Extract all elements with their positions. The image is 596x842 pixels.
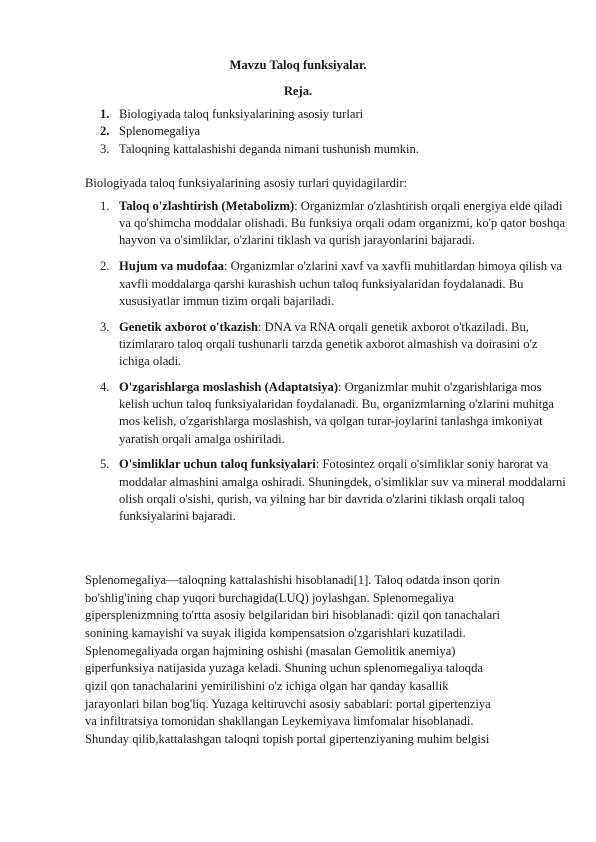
function-description: : Organizmlar muhit o'zgarishlariga mos kelish uchun taloq funksiyalaridan foydalanadi. Bu, organizmlarning o'zlarini muhitga mos kelish, o'zgarishlarga moslashish, va qolgan turar-joylarini tanlashga imkoniyat yaratish orqali amalga oshiriladi. <box>119 379 555 446</box>
function-item <box>100 319 570 371</box>
plan-item-text: Biologiyada taloq funksiyalarining asosiy turlari <box>119 107 364 121</box>
paragraph-line: qizil qon tanachalarini yemirilishini o'z ichiga olgan har qanday kasallik <box>85 678 449 693</box>
function-description: : Organizmlar o'zlashtirish orqali energiya elde qiladi va qo'shimcha moddalar olishadi. Bu funksiya orqali odam organizmi, ko'p qator boshqa hayvon va o'simliklar, o'zlarini tiklash va qurish jarayonlarini bajaradi. <box>119 199 566 248</box>
plan-item-text: Taloqning kattalashishi deganda nimani tushunish mumkin. <box>119 141 419 156</box>
function-number: 3. <box>100 319 110 334</box>
paragraph-line: giperfunksiya natijasida yuzaga keladi. Shuning uchun splenomegaliya taloqda <box>85 661 483 676</box>
function-body <box>119 198 570 250</box>
function-description: : DNA va RNA orqali genetik axborot o'tkaziladi. Bu, tizimlararo taloq orqali tushunarli tarzda genetik axborot almashish va doirasini o'z ichiga oladi. <box>119 319 538 368</box>
function-item <box>100 198 570 250</box>
function-number: 4. <box>100 379 110 394</box>
plan-item <box>100 141 560 158</box>
plan-item-text: Splenomegaliya <box>119 124 201 139</box>
plan-item-number: 2. <box>100 124 110 139</box>
function-body <box>119 319 570 371</box>
function-item <box>100 456 570 525</box>
function-body <box>119 456 570 525</box>
plan-item <box>100 106 560 123</box>
function-body <box>119 258 570 310</box>
function-item <box>100 258 570 310</box>
function-term: O'simliklar uchun taloq funksiyalari <box>119 457 316 472</box>
function-term: O'zgarishlarga moslashish (Adaptatsiya) <box>119 379 339 394</box>
function-item <box>100 379 570 448</box>
function-number: 1. <box>100 199 110 213</box>
function-term: Genetik axborot o'tkazish <box>119 319 259 334</box>
paragraph-line: Shunday qilib,kattalashgan taloqni topish portal gipertenziyaning muhim belgisi <box>85 731 490 746</box>
plan-item-number: 1. <box>100 107 110 121</box>
plan-heading: Reja. <box>283 84 313 98</box>
document-title: Mavzu Taloq funksiyalar. <box>229 58 367 72</box>
function-number: 2. <box>100 259 110 274</box>
paragraph-line: va infiltratsiya tomonidan shakllangan Leykemiyava limfomalar hisoblanadi. <box>85 714 474 729</box>
paragraph-line: gipersplenizmning to'rtta asosiy belgilaridan biri hisoblanadi: qizil qon tanachalari <box>85 608 500 623</box>
plan-item-number: 3. <box>100 141 110 156</box>
function-term: Taloq o'zlashtirish (Metabolizm) <box>119 199 295 213</box>
function-term: Hujum va mudofaa <box>119 259 224 274</box>
function-number: 5. <box>100 457 110 472</box>
paragraph-line: bo'shlig'ining chap yuqori burchagida(LUQ) joylashgan. Splenomegaliya <box>85 590 454 605</box>
functions-list <box>100 198 570 534</box>
function-description: : Organizmlar o'zlarini xavf va xavfli muhitlardan himoya qilish va xavfli moddalarga qarshi kurashish uchun taloq funksiyalaridan foydalanadi. Bu xususiyatlar immun tizim orqali bajariladi. <box>119 259 563 308</box>
splenomegaly-paragraph <box>85 572 560 749</box>
intro-sentence: Biologiyada taloq funksiyalarining asosiy turlari quyidagilardir: <box>85 176 408 190</box>
function-body <box>119 379 570 448</box>
paragraph-line: Splenomegaliya—taloqning kattalashishi hisoblanadi[1]. Taloq odatda inson qorin <box>85 573 500 587</box>
plan-item <box>100 123 560 140</box>
plan-list <box>100 106 560 158</box>
paragraph-line: jarayonlari bilan bog'liq. Yuzaga keltiruvchi asosiy sabablari: portal gipertenziya <box>85 696 491 711</box>
function-description: : Fotosintez orqali o'simliklar soniy harorat va moddalar almashini amalga oshiradi. Shuningdek, o'simliklar suv va mineral moddalarni olish orqali o'sishi, qurish, va yilning har bir davrida o'zlarini tiklash orqali taloq funksiyalarini bajaradi. <box>119 457 566 523</box>
paragraph-line: sonining kamayishi va suyak iligida kompensatsion o'zgarishlari kuzatiladi. <box>85 625 466 640</box>
paragraph-line: Splenomegaliyada organ hajmining oshishi (masalan Gemolitik anemiya) <box>85 643 456 658</box>
